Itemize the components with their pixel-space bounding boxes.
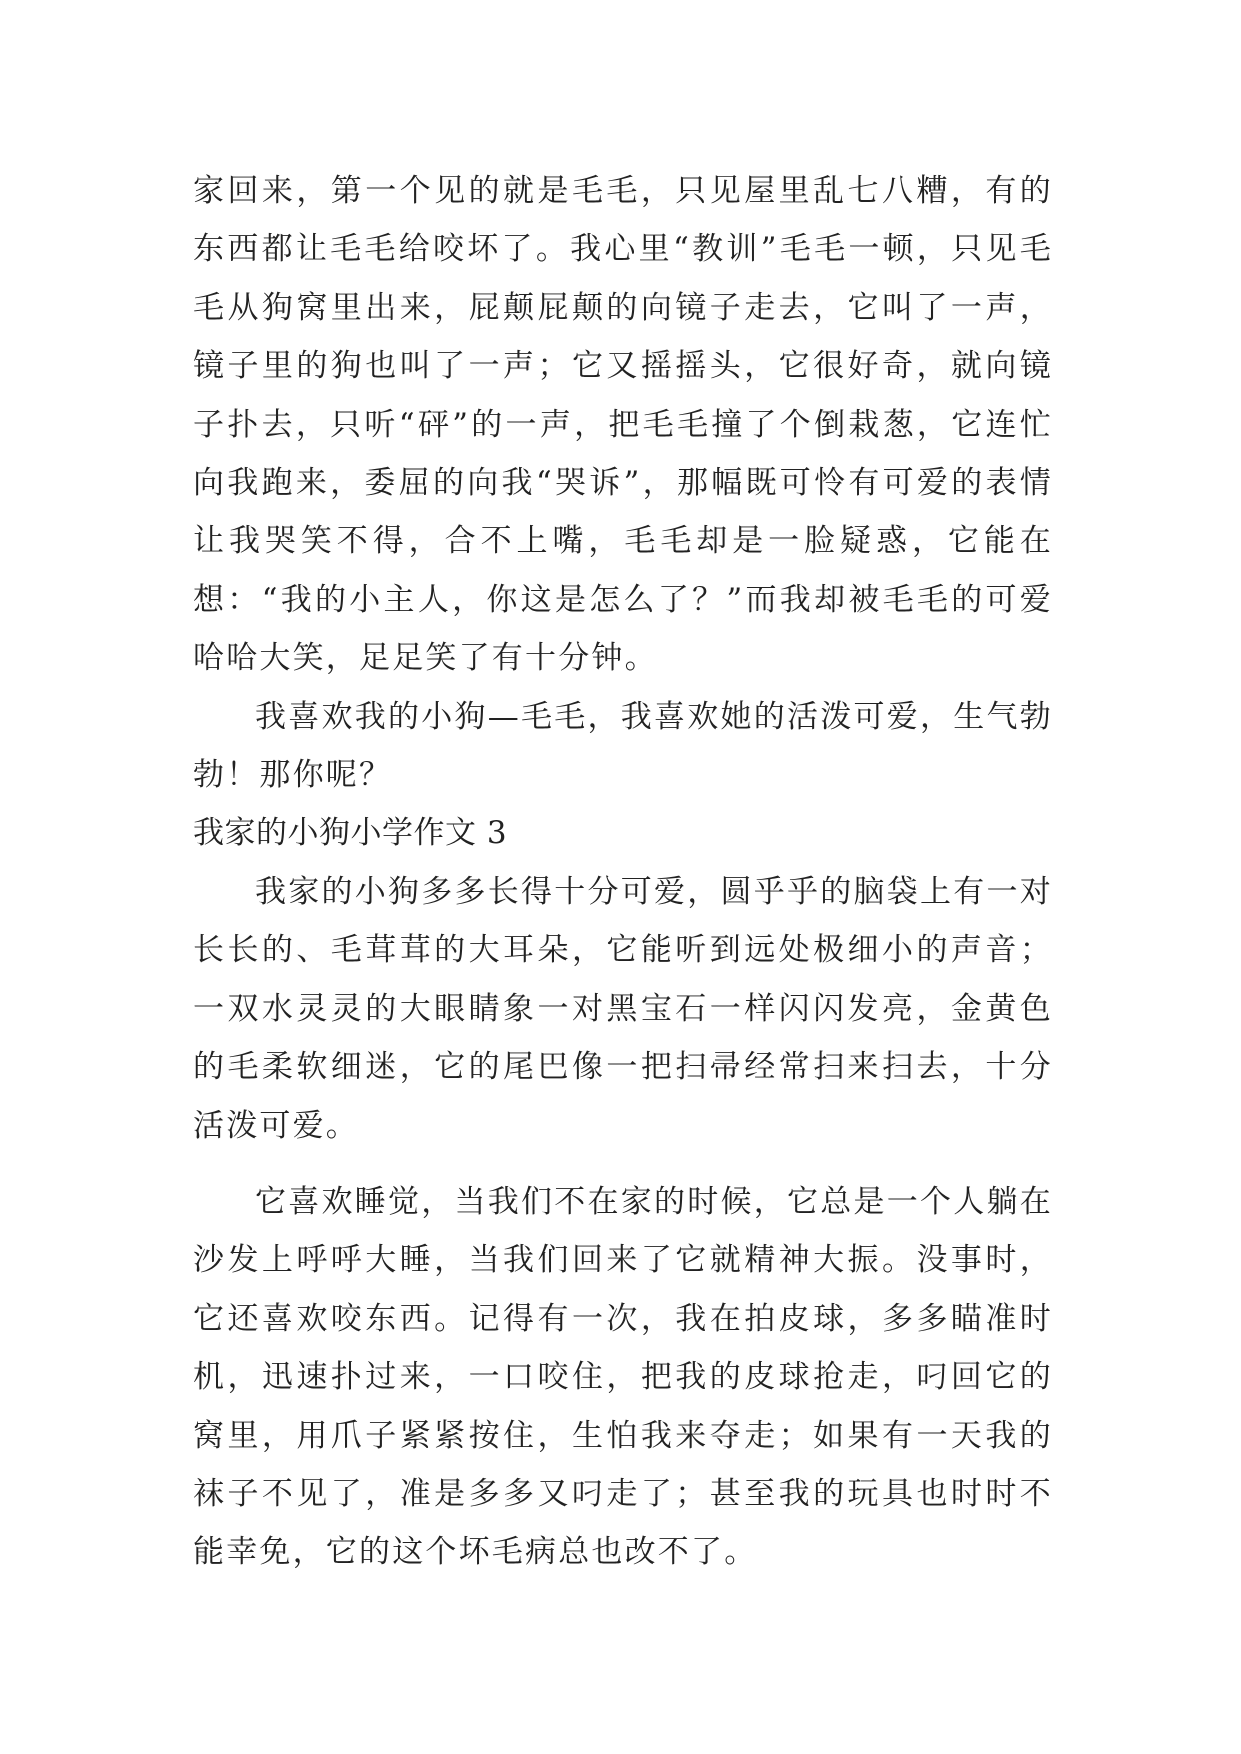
paragraph-conclusion: 我喜欢我的小狗—毛毛，我喜欢她的活泼可爱，生气勃勃！那你呢？: [193, 698, 1053, 794]
paragraph-description: 我家的小狗多多长得十分可爱，圆乎乎的脑袋上有一对长长的、毛茸茸的大耳朵，它能听到远处极细小的声音；一双水灵灵的大眼睛象一对黑宝石一样闪闪发亮，金黄色的毛柔软细迷，它的尾巴像一把扫帚经常扫来扫去，十分活泼可爱。: [193, 873, 1053, 1144]
document-body: [193, 162, 1053, 1582]
paragraph-habits: 它喜欢睡觉，当我们不在家的时候，它总是一个人躺在沙发上呼呼大睡，当我们回来了它就精神大振。没事时，它还喜欢咬东西。记得有一次，我在拍皮球，多多瞄准时机，迅速扑过来，一口咬住，把我的皮球抢走，叼回它的窝里，用爪子紧紧按住，生怕我来夺走；如果有一天我的袜子不见了，准是多多又叼走了；甚至我的玩具也时时不能幸免，它的这个坏毛病总也改不了。: [193, 1183, 1053, 1571]
paragraph-continued: 家回来，第一个见的就是毛毛，只见屋里乱七八糟，有的东西都让毛毛给咬坏了。我心里“教训”毛毛一顿，只见毛毛从狗窝里出来，屁颠屁颠的向镜子走去，它叫了一声，镜子里的狗也叫了一声；它又摇摇头，它很好奇，就向镜子扑去，只听“砰”的一声，把毛毛撞了个倒栽葱，它连忙向我跑来，委屈的向我“哭诉”，那幅既可怜有可爱的表情让我哭笑不得，合不上嘴，毛毛却是一脸疑惑，它能在想：“我的小主人，你这是怎么了？”而我却被毛毛的可爱哈哈大笑，足足笑了有十分钟。: [193, 173, 1053, 677]
paragraph-spacer: [193, 1155, 1053, 1173]
section-heading: 我家的小狗小学作文 3: [193, 815, 508, 852]
